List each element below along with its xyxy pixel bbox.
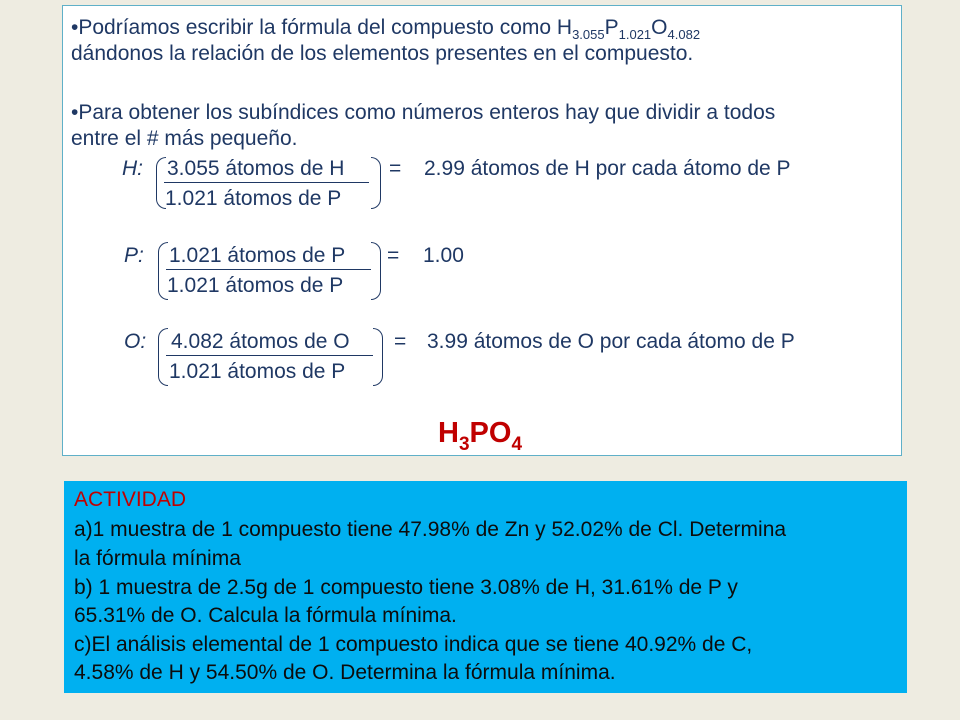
result-formula-po: PO	[469, 417, 512, 449]
division-p-denominator: 1.021 átomos de P	[167, 274, 344, 297]
division-o-fraction-line	[166, 355, 373, 356]
division-h-numerator: 3.055 átomos de H	[167, 157, 345, 180]
formula-h-symbol: H	[556, 16, 573, 39]
division-o-right-bracket	[373, 328, 383, 386]
result-formula-h-subscript: 3	[458, 434, 470, 455]
paragraph1-line2: dándonos la relación de los elementos presentes en el compuesto.	[71, 42, 694, 65]
division-p-numerator: 1.021 átomos de P	[169, 244, 346, 267]
activity-title: ACTIVIDAD	[74, 488, 187, 511]
division-o-numerator: 4.082 átomos de O	[171, 330, 350, 353]
formula-o-symbol: O	[651, 16, 668, 39]
division-h-denominator: 1.021 átomos de P	[165, 187, 342, 210]
division-p-label: P:	[124, 244, 144, 267]
paragraph1-prefix: •Podríamos escribir la fórmula del compuesto como	[71, 16, 557, 39]
division-o-denominator: 1.021 átomos de P	[169, 360, 346, 383]
division-p-right-bracket	[371, 242, 381, 300]
division-o-label: O:	[124, 330, 147, 353]
division-h-label: H:	[122, 157, 143, 180]
division-h-right-bracket	[371, 157, 381, 209]
division-o-left-bracket	[158, 328, 168, 386]
division-p-equals: =	[387, 244, 400, 267]
activity-line-5: c)El análisis elemental de 1 compuesto indica que se tiene 40.92% de C,	[74, 633, 753, 656]
paragraph2-line2: entre el # más pequeño.	[71, 127, 298, 150]
formula-p-subscript: 1.021	[618, 27, 652, 42]
activity-box	[64, 481, 907, 693]
division-h-fraction-line	[164, 182, 369, 183]
explanation-box	[62, 5, 902, 456]
result-formula-h: H	[438, 417, 459, 449]
division-h-equals: =	[389, 157, 402, 180]
result-formula-o-subscript: 4	[511, 434, 523, 455]
paragraph2-line1: •Para obtener los subíndices como números enteros hay que dividir a todos	[71, 101, 776, 124]
formula-o-subscript: 4.082	[667, 27, 701, 42]
activity-line-1: a)1 muestra de 1 compuesto tiene 47.98% de Zn y 52.02% de Cl. Determina	[74, 518, 787, 541]
division-p-result: 1.00	[423, 244, 464, 267]
division-p-fraction-line	[166, 269, 371, 270]
activity-line-4: 65.31% de O. Calcula la fórmula mínima.	[74, 604, 457, 627]
division-o-result: 3.99 átomos de O por cada átomo de P	[427, 330, 795, 353]
division-o-equals: =	[394, 330, 407, 353]
activity-line-6: 4.58% de H y 54.50% de O. Determina la fórmula mínima.	[74, 661, 616, 684]
result-formula	[438, 416, 522, 454]
activity-line-3: b) 1 muestra de 2.5g de 1 compuesto tiene 3.08% de H, 31.61% de P y	[74, 576, 738, 599]
division-h-result: 2.99 átomos de H por cada átomo de P	[424, 157, 791, 180]
activity-line-2: la fórmula mínima	[74, 547, 241, 570]
paragraph1-line1	[71, 16, 700, 42]
formula-h-subscript: 3.055	[572, 27, 605, 42]
formula-p-symbol: P	[604, 16, 619, 39]
